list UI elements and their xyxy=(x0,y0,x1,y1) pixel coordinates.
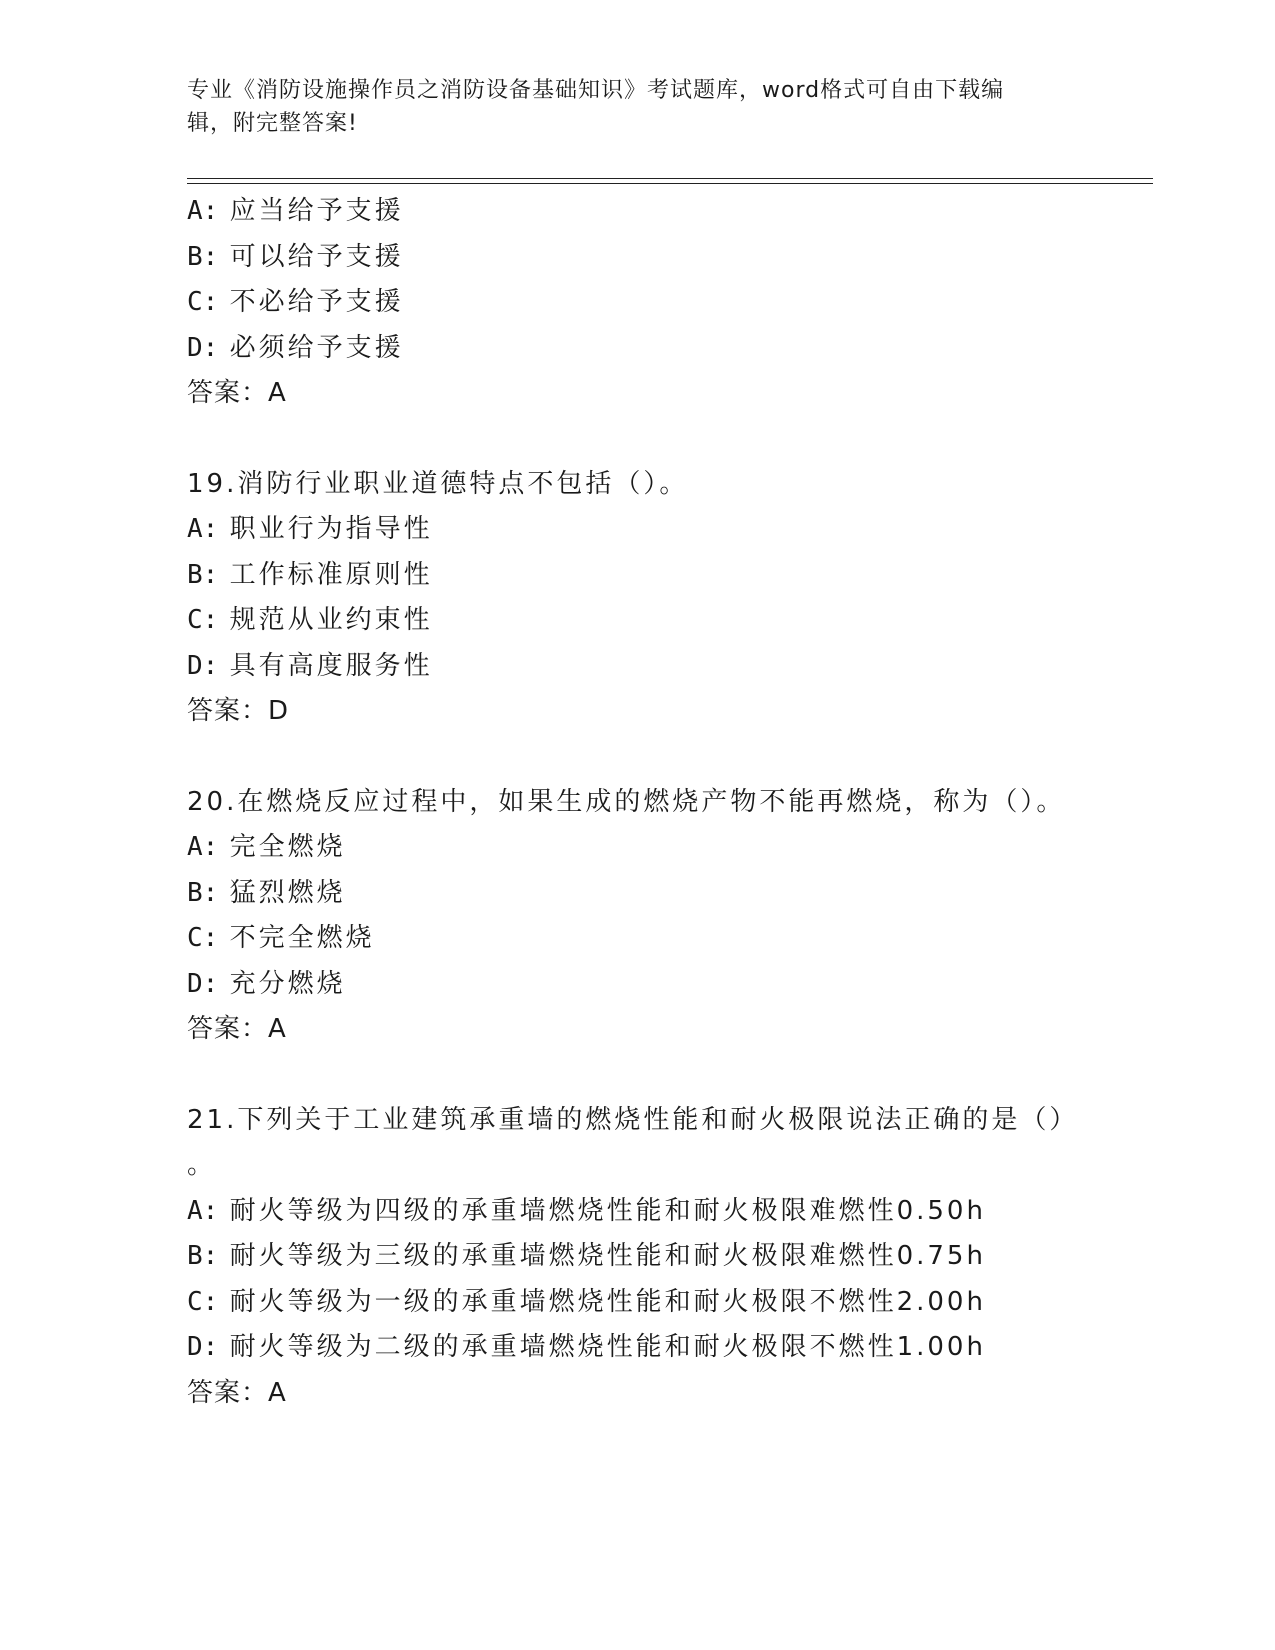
question-block-18 xyxy=(187,189,1117,417)
option-d: D: 必须给予支援 xyxy=(187,332,404,363)
answer: 答案：A xyxy=(187,378,287,408)
question-stem: 20.在燃烧反应过程中，如果生成的燃烧产物不能再燃烧，称为（）。 xyxy=(187,786,1066,817)
answer: 答案：A xyxy=(187,1377,287,1408)
option-b: B: 猛烈燃烧 xyxy=(187,877,346,908)
option-b: B: 可以给予支援 xyxy=(187,241,404,272)
option-c: C: 规范从业约束性 xyxy=(187,605,433,635)
question-stem: 19.消防行业职业道德特点不包括（）。 xyxy=(187,468,689,499)
question-list xyxy=(187,189,1117,1416)
option-a: A: 耐火等级为四级的承重墙燃烧性能和耐火极限难燃性0.50h xyxy=(187,1195,986,1226)
option-b: B: 工作标准原则性 xyxy=(187,559,433,590)
option-b: B: 耐火等级为三级的承重墙燃烧性能和耐火极限难燃性0.75h xyxy=(187,1241,986,1271)
option-a: A: 完全燃烧 xyxy=(187,832,346,862)
question-block-19 xyxy=(187,462,1117,735)
option-d: D: 充分燃烧 xyxy=(187,968,346,999)
question-block-20 xyxy=(187,780,1117,1053)
answer: 答案：D xyxy=(187,696,290,726)
question-block-21 xyxy=(187,1098,1117,1417)
option-d: D: 耐火等级为二级的承重墙燃烧性能和耐火极限不燃性1.00h xyxy=(187,1332,986,1362)
header-rule-bottom xyxy=(187,183,1153,184)
question-stem-continued: 。 xyxy=(187,1150,217,1180)
option-c: C: 不必给予支援 xyxy=(187,287,404,317)
option-c: C: 耐火等级为一级的承重墙燃烧性能和耐火极限不燃性2.00h xyxy=(187,1286,986,1317)
option-a: A: 应当给予支援 xyxy=(187,196,404,226)
question-stem: 21.下列关于工业建筑承重墙的燃烧性能和耐火极限说法正确的是（） xyxy=(187,1104,1079,1135)
header-line-2: 辑，附完整答案! xyxy=(187,111,358,136)
option-c: C: 不完全燃烧 xyxy=(187,923,375,953)
header-rule-top xyxy=(187,178,1153,179)
option-d: D: 具有高度服务性 xyxy=(187,650,433,681)
document-header xyxy=(187,74,1077,140)
header-line-1: 专业《消防设施操作员之消防设备基础知识》考试题库，word格式可自由下载编 xyxy=(187,78,1005,103)
option-a: A: 职业行为指导性 xyxy=(187,514,433,544)
answer: 答案：A xyxy=(187,1014,287,1044)
